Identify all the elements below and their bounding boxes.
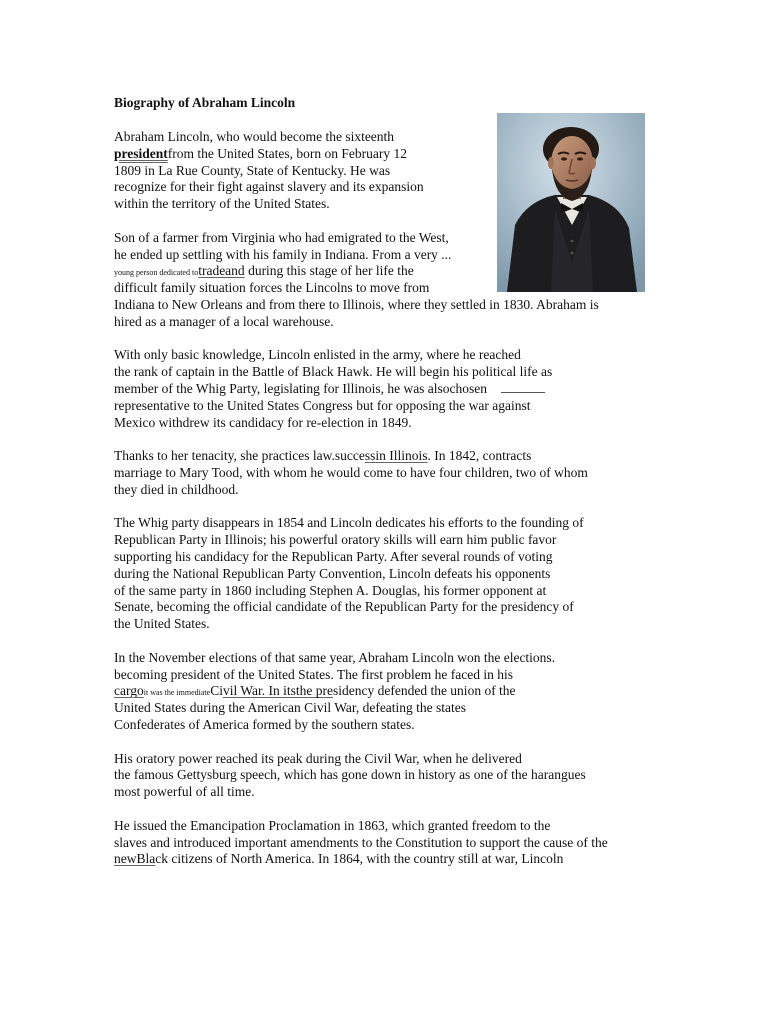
text-run: Son of a farmer from Virginia who had emigrated to the West, xyxy=(114,229,449,245)
text-line xyxy=(114,397,531,414)
text-line xyxy=(114,817,550,834)
text-line xyxy=(114,145,407,162)
text-run: the famous Gettysburg speech, which has gone down in history as one of the harangues xyxy=(114,767,586,783)
text-run: Ci xyxy=(210,683,223,699)
text-line xyxy=(114,296,599,313)
text-run: during this stage of her life the xyxy=(244,263,414,279)
text-line xyxy=(114,162,390,179)
text-run: slaves and introduced important amendments to the Constitution to support the cause of the xyxy=(114,834,608,850)
text-run: recognize for their fight against slavery and its expansion xyxy=(114,179,424,195)
text-run: cargo xyxy=(114,683,144,699)
text-run: With only basic knowledge, Lincoln enlisted in the army, where he reached xyxy=(114,347,521,363)
text-line xyxy=(114,531,556,548)
text-line xyxy=(114,346,521,363)
text-run: within the territory of the United States. xyxy=(114,196,330,212)
text-run: . In 1842, contracts xyxy=(427,448,532,464)
text-line xyxy=(114,380,545,397)
text-line xyxy=(114,834,608,851)
text-line xyxy=(114,716,415,733)
text-run: sidency defended the union of the xyxy=(332,683,516,699)
text-run: The Whig party disappears in 1854 and Lincoln dedicates his efforts to the founding of xyxy=(114,515,584,531)
text-line xyxy=(114,195,330,212)
text-line xyxy=(114,699,466,716)
text-line xyxy=(114,313,334,330)
text-run: Mexico withdrew its candidacy for re-election in 1849. xyxy=(114,414,412,430)
text-run: tradeand xyxy=(198,263,245,279)
text-line xyxy=(114,447,531,464)
text-run: Abraham Lincoln, who would become the sixteenth xyxy=(114,129,395,144)
text-run: newBla xyxy=(114,851,156,867)
text-run: member of the Whig Party, legislating for Illinois, he was alsochosen xyxy=(114,381,488,396)
text-run: they died in childhood. xyxy=(114,481,239,497)
text-line xyxy=(114,363,552,380)
text-line xyxy=(114,565,550,582)
text-run: president xyxy=(114,145,168,161)
text-run: He issued the Emancipation Proclamation in 1863, which granted freedom to the xyxy=(114,817,551,833)
text-line xyxy=(114,750,522,767)
fill-in-blank xyxy=(501,381,545,393)
text-line xyxy=(114,178,424,195)
text-run: he ended up settling with his family in Indiana. From a very ... xyxy=(114,246,452,262)
text-run: hired as a manager of a local warehouse. xyxy=(114,313,334,329)
text-line xyxy=(114,850,563,867)
text-run: United States during the American Civil War, defeating the states xyxy=(114,700,467,716)
text-line xyxy=(114,649,555,666)
text-run: vil War. In itsthe pre xyxy=(222,683,333,699)
text-run: Thanks to her tenacity, she practices law.succe xyxy=(114,448,365,464)
text-line xyxy=(114,481,238,498)
text-run: Senate, becoming the official candidate of the Republican Party for the presidency of xyxy=(114,599,574,615)
lincoln-portrait-image xyxy=(497,113,645,292)
text-line xyxy=(114,582,546,599)
text-run: representative to the United States Congress but for opposing the war against xyxy=(114,397,531,413)
text-run: the United States. xyxy=(114,616,210,632)
document-title: Biography of Abraham Lincoln xyxy=(114,95,296,110)
text-run: it was the immediate xyxy=(143,688,211,698)
text-run: supporting his candidacy for the Republican Party. After several rounds of voting xyxy=(114,549,553,564)
text-run: Republican Party in Illinois; his powerful oratory skills will earn him public favor xyxy=(114,532,557,548)
text-run: In the November elections of that same year, Abraham Lincoln won the elections. xyxy=(114,649,556,665)
text-line xyxy=(114,464,588,481)
text-run: ssin Illinois xyxy=(364,448,428,464)
text-run: during the National Republican Party Convention, Lincoln defeats his opponents xyxy=(114,565,551,581)
text-run: Indiana to New Orleans and from there to Illinois, where they settled in 1830. Abraham is xyxy=(114,297,599,312)
text-line xyxy=(114,615,210,632)
text-line xyxy=(114,128,394,145)
text-run: most powerful of all time. xyxy=(114,784,255,800)
text-run: difficult family situation forces the Lincolns to move from xyxy=(114,280,430,296)
text-run: ck citizens of North America. In 1864, with the country still at war, Lincoln xyxy=(155,851,564,867)
text-run: becoming president of the United States. The first problem he faced in his xyxy=(114,666,514,682)
text-line xyxy=(114,598,574,615)
text-run: marriage to Mary Tood, with whom he would come to have four children, two of whom xyxy=(114,465,588,480)
text-line xyxy=(114,548,553,565)
text-line xyxy=(114,666,513,683)
portrait-photo-icon xyxy=(497,113,645,292)
text-run: of the same party in 1860 including Stephen A. Douglas, his former opponent at xyxy=(114,582,547,598)
text-line xyxy=(114,783,255,800)
text-run: the rank of captain in the Battle of Black Hawk. He will begin his political life as xyxy=(114,364,553,380)
text-line xyxy=(114,246,451,263)
text-line xyxy=(114,414,412,431)
text-run: from the United States, born on February 12 xyxy=(167,145,407,161)
text-run: 1809 in La Rue County, State of Kentucky. He was xyxy=(114,162,391,178)
text-line xyxy=(114,279,429,296)
text-line xyxy=(114,514,584,531)
text-run: young person dedicated to xyxy=(114,268,199,278)
text-run: His oratory power reached its peak during the Civil War, when he delivered xyxy=(114,750,522,766)
text-line xyxy=(114,229,449,246)
text-run: Confederates of America formed by the southern states. xyxy=(114,717,415,732)
text-line xyxy=(114,766,586,783)
